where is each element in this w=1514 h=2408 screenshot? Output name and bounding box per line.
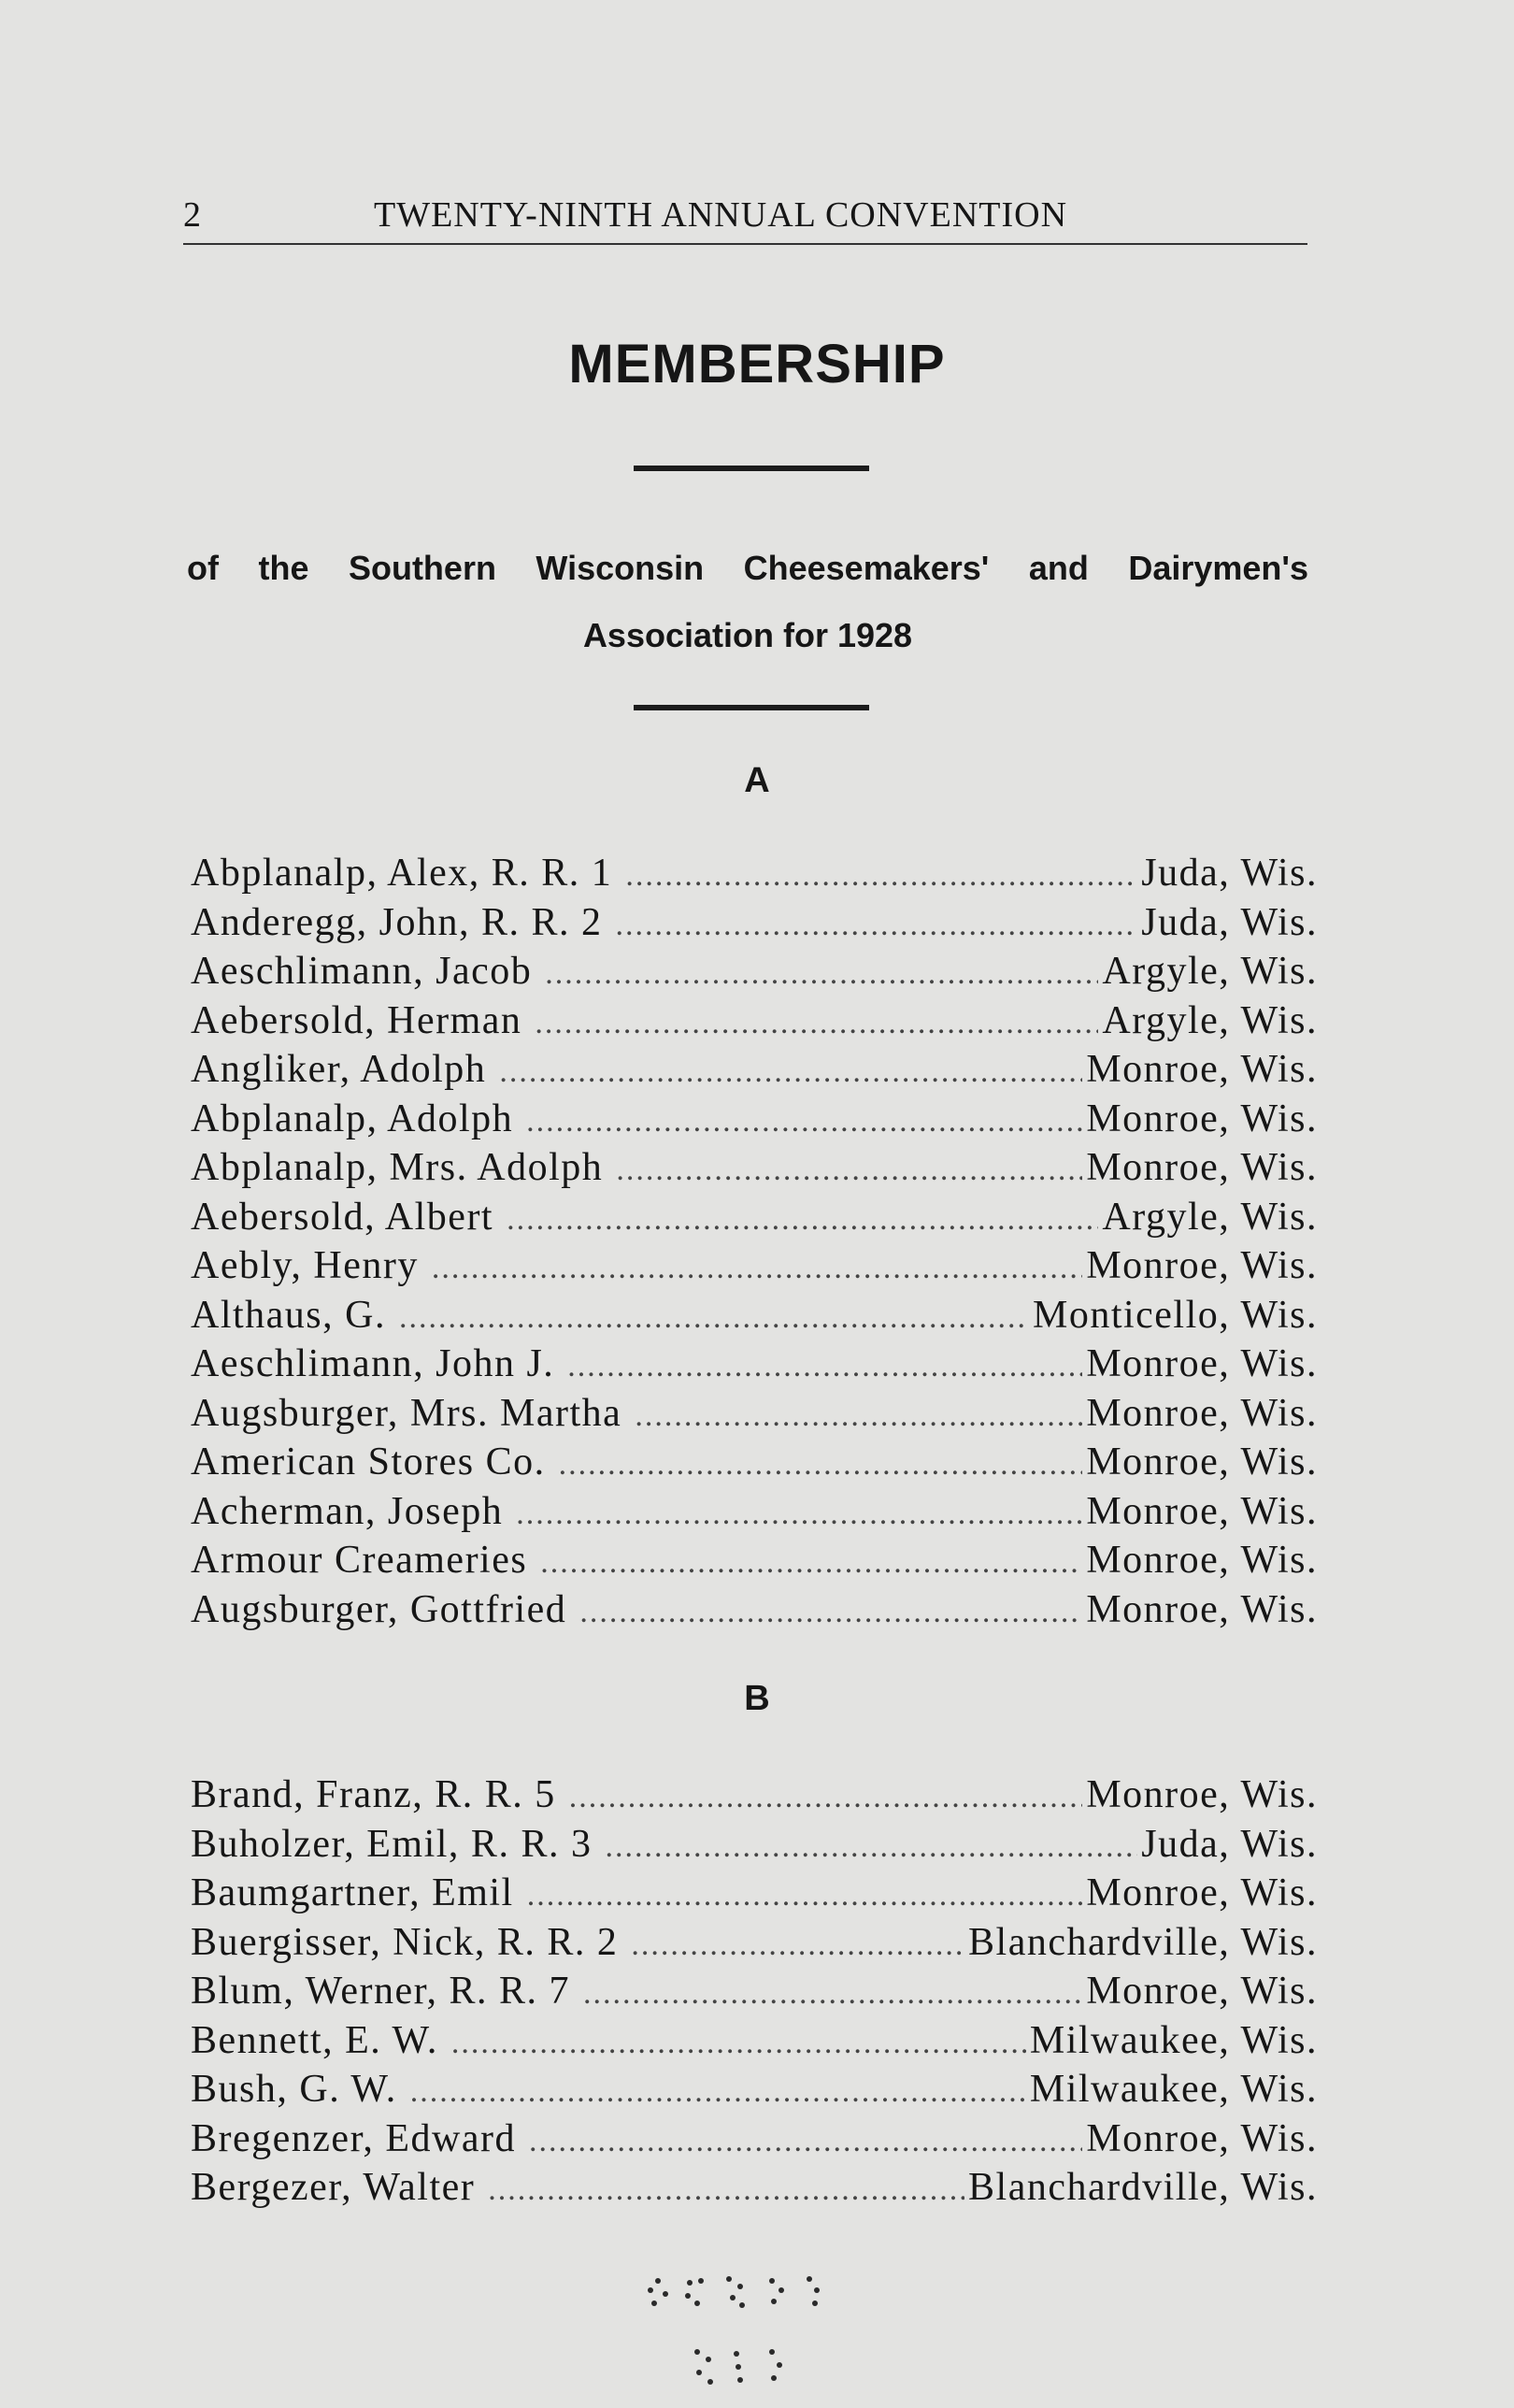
member-row [191,2165,1318,2214]
member-row [191,1341,1318,1391]
member-place: Monroe, Wis. [1086,1539,1318,1582]
member-name: Aeschlimann, John J. [191,1342,555,1385]
member-place: Monroe, Wis. [1086,1587,1318,1631]
member-row [191,1096,1318,1146]
member-name: Anderegg, John, R. R. 2 [191,900,603,944]
dot-leader [527,1878,1083,1914]
member-row [191,1391,1318,1440]
page-header [183,191,1307,245]
member-row [191,2018,1318,2068]
subtitle-rule [634,705,869,710]
member-place: Monroe, Wis. [1086,1773,1318,1816]
dot-leader [507,1202,1098,1238]
member-place: Blanchardville, Wis. [968,1920,1318,1964]
member-place: Milwaukee, Wis. [1029,2068,1318,2111]
member-row [191,1920,1318,1970]
member-place: Monroe, Wis. [1086,1146,1318,1189]
member-row [191,1772,1318,1822]
member-place: Argyle, Wis. [1102,1195,1318,1239]
member-row [191,1195,1318,1244]
member-row [191,2067,1318,2116]
dot-leader [488,2172,964,2208]
page-number: 2 [183,195,202,235]
title-rule [634,466,869,471]
dot-leader [616,1153,1082,1188]
member-row [191,1587,1318,1637]
member-place: Blanchardville, Wis. [968,2166,1318,2209]
member-name: Aebersold, Herman [191,998,522,1042]
member-row [191,1870,1318,1920]
member-name: Aebersold, Albert [191,1195,494,1239]
member-place: Juda, Wis. [1141,900,1318,944]
dot-leader [516,1497,1082,1532]
member-name: Aebly, Henry [191,1244,419,1287]
perforation-stamp [632,2262,856,2402]
page-title: MEMBERSHIP [568,334,946,394]
dot-leader [625,858,1137,894]
member-place: Monroe, Wis. [1086,1048,1318,1091]
member-place: Argyle, Wis. [1102,998,1318,1042]
dot-leader [526,1104,1082,1140]
member-name: Armour Creameries [191,1539,528,1582]
dot-leader [615,908,1137,943]
member-place: Monroe, Wis. [1086,1489,1318,1533]
member-place: Monroe, Wis. [1086,2116,1318,2160]
member-place: Monroe, Wis. [1086,1096,1318,1140]
dot-leader [529,2124,1082,2159]
member-name: Buergisser, Nick, R. R. 2 [191,1920,619,1964]
dot-leader [432,1251,1082,1286]
member-row [191,949,1318,998]
member-name: Althaus, G. [191,1293,386,1337]
member-name: Baumgartner, Emil [191,1871,514,1914]
dot-leader [559,1447,1083,1483]
member-place: Juda, Wis. [1141,1822,1318,1866]
member-name: Angliker, Adolph [191,1048,487,1091]
member-name: Bergezer, Walter [191,2166,476,2209]
dot-leader [569,1780,1083,1815]
dot-leader [540,1545,1082,1581]
page-subtitle: of the Southern Wisconsin Cheesemakers' and Dairymen's Association for 1928 [187,549,1308,654]
member-row [191,900,1318,950]
member-place: Monroe, Wis. [1086,1970,1318,2013]
member-place: Monticello, Wis. [1032,1293,1318,1337]
member-list-b [191,1772,1318,2214]
member-row [191,1969,1318,2018]
member-place: Juda, Wis. [1141,852,1318,895]
member-name: Aeschlimann, Jacob [191,950,533,993]
member-row [191,1489,1318,1539]
member-row [191,1440,1318,1489]
member-row [191,1145,1318,1195]
member-name: Brand, Franz, R. R. 5 [191,1773,556,1816]
member-list-a [191,851,1318,1636]
member-place: Argyle, Wis. [1102,950,1318,993]
member-place: Monroe, Wis. [1086,1440,1318,1484]
member-row [191,1822,1318,1871]
member-name: Bush, G. W. [191,2068,397,2111]
member-place: Monroe, Wis. [1086,1244,1318,1287]
member-row [191,1538,1318,1587]
member-place: Monroe, Wis. [1086,1391,1318,1435]
dot-leader [451,2026,1026,2061]
member-name: Bregenzer, Edward [191,2116,516,2160]
dot-leader [579,1595,1082,1630]
member-row [191,851,1318,900]
member-name: Abplanalp, Mrs. Adolph [191,1146,604,1189]
section-letter-b: B [744,1679,770,1718]
member-row [191,1243,1318,1293]
dot-leader [399,1300,1029,1336]
member-row [191,1047,1318,1096]
section-letter-a: A [744,761,770,800]
running-title: TWENTY-NINTH ANNUAL CONVENTION [374,195,1068,235]
member-row [191,998,1318,1048]
member-name: Bennett, E. W. [191,2018,438,2062]
member-name: Augsburger, Mrs. Martha [191,1391,622,1435]
member-place: Monroe, Wis. [1086,1871,1318,1914]
member-name: Buholzer, Emil, R. R. 3 [191,1822,593,1866]
dot-leader [535,1006,1098,1041]
dot-leader [605,1829,1137,1865]
dot-leader [499,1054,1082,1090]
dot-leader [631,1928,964,1963]
dot-leader [410,2074,1026,2110]
member-place: Monroe, Wis. [1086,1342,1318,1385]
member-name: Acherman, Joseph [191,1489,504,1533]
dot-leader [545,956,1098,992]
dot-leader [635,1398,1082,1434]
member-name: Blum, Werner, R. R. 7 [191,1970,570,2013]
member-place: Milwaukee, Wis. [1029,2018,1318,2062]
member-name: Abplanalp, Alex, R. R. 1 [191,852,613,895]
member-row [191,1293,1318,1342]
member-row [191,2116,1318,2166]
member-name: Abplanalp, Adolph [191,1096,514,1140]
member-name: American Stores Co. [191,1440,546,1484]
dot-leader [583,1976,1082,2012]
dot-leader [567,1349,1082,1384]
member-name: Augsburger, Gottfried [191,1587,567,1631]
